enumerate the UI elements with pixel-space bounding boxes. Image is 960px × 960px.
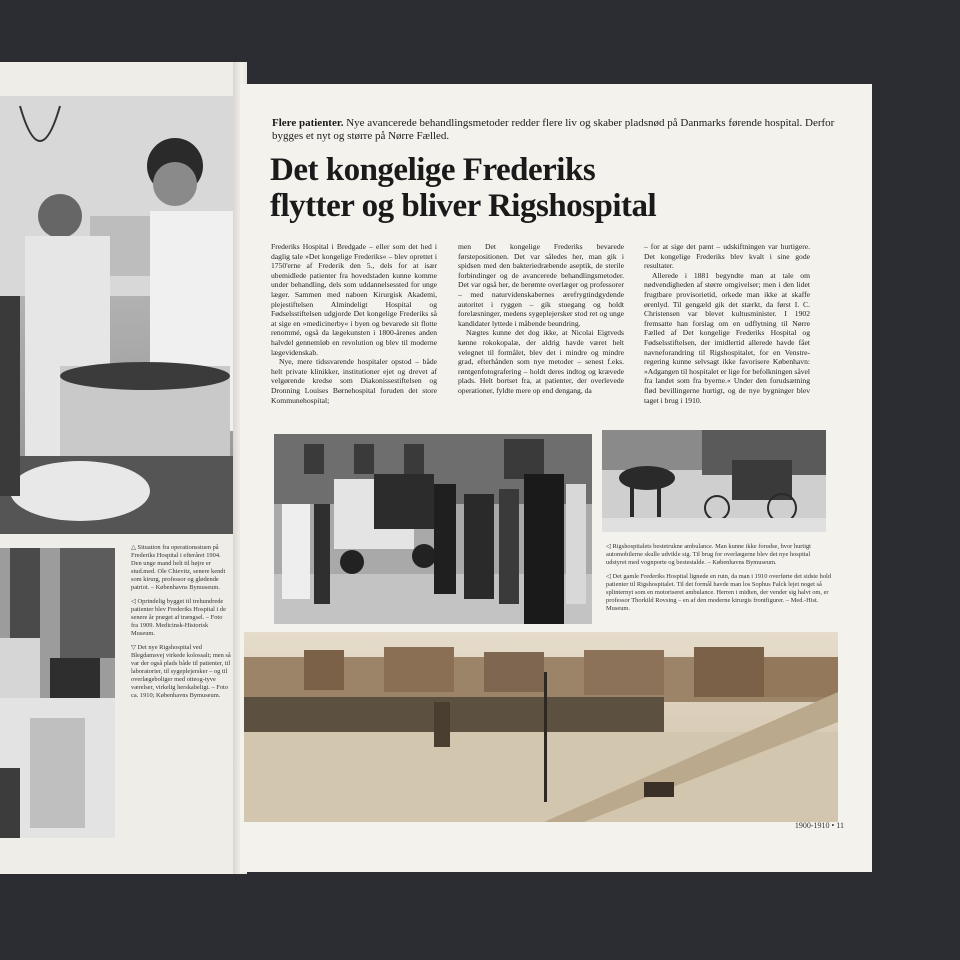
- caption-new-rigshospital: ▽ Det nye Rigshospital ved Blegdamsvej virkede kolossalt; men så var der også plads både til patienter, til laboratorier, til sygeplejersker – og til overlægeboliger med otteog-tyve værelser, virkelig herskabeligt. – Foto ca. 1910; Københavns Bymuseum.: [131, 644, 231, 699]
- paragraph: Allerede i 1881 begyndte man at tale om nødvendigheden af større omgivelser; men i den lidet frugtbare provisorietid, orkede man ikke at skaffe ørenlyd. Til gengæld gik det stærkt, da først I. C. Christensen var blevet kultusminister. I 1902 fremsatte han forslag om en udflytning til Nørre Fælled af Det kongelige Frederiks Hospital og Fødselsstiftelsen, der imidlertid allerede havde fået navneforandring til Rigshospitalet, for en Venstre-regering kunne selvsagt ikke favorisere København: »Adgangen til hospitalet er lige for befolkningen såvel fra landet som fra byerne.« Under den forudsætning flød bevillingerne hurtigt, og de nye bygninger blev taget i brug i 1910.: [644, 270, 810, 405]
- paragraph: – for at sige det pænt – udskiftningen var hurtigere. Det kongelige Frederiks blev kvalt i sine gode resultater.: [644, 242, 810, 271]
- paragraph: men Det kongelige Frederiks bevarede førstepositionen. Det var således her, man gik i spidsen med den bakteriedræbende aseptik, de sterile forbindinger og de avancerede behandlingsmetoder. Det var også her, de berømte overlæger og professorer – med naturvidenskabernes ærefrygtindgydende autoritet i ryggen – gik stuegang og holdt forelæsninger, medens sygeplejersker stod ret og unge kandidater lyttede i måbende beundring.: [458, 242, 624, 328]
- rigshospital-panorama-photo: [244, 632, 838, 822]
- horse-ambulance-photo: [602, 430, 826, 532]
- headline-line-2: flytter og bliver Rigshospital: [270, 188, 657, 224]
- caption-ambulance: ◁ Rigshospitalets bestetrukne ambulance. Man kunne ikke forudse, hvor hurtigt automobilerne skulle udvikle sig. Til brug for overlægerne blev det nye hospital udstyret med vognporte og bestestalde. – Københavns Bymuseum.: [606, 543, 811, 566]
- operating-room-photo: [0, 96, 238, 534]
- text-column-1: [271, 242, 437, 405]
- old-ward-photo: [0, 548, 115, 838]
- right-page: [240, 84, 872, 872]
- right-captions: [606, 543, 832, 619]
- caption-old-hospital: ◁ Oprindelig bygget til trehundrede patienter blev Frederiks Hospital i de senere år præget af trængsel. – Foto fra 1909. Medicinsk-Historisk Museum.: [131, 598, 226, 637]
- hospital-move-photo: [274, 434, 592, 624]
- paragraph: Nye, mere tidssvarende hospitaler opstod – både helt private klinikker, institutioner ejet og drevet af velgørende kredse som Diakonissestiftelsen og Dronning Louises Børnehospital foruden det store Kommunehospital;: [271, 357, 437, 405]
- text-column-3: [644, 242, 810, 405]
- paragraph: Frederiks Hospital i Bredgade – eller som det hed i daglig tale »Det kongelige Frederiks« – blev oprettet i 1750'erne af Frederik den 5., dels for at især ubemidlede patienter fra hovedstaden kunne komme under behandling, dels som uddannelsessted for unge læger. Sammen med naboen Kirurgisk Akademi, plejestiftelsen Almindeligt Hospital og Fødselsstiftelsen udgjorde Det kongelige Frederiks så at sige en »medicinerby« i byen og bevarede sit flotte renommé, også da lægekunsten i 1800-årenes anden halvdel gennemløb en revolution og blev til moderne lægevidenskab.: [271, 242, 437, 357]
- kicker-text: Nye avancerede behandlingsmetoder redder flere liv og skaber pladsnød på Danmarks førende hospital. Derfor bygges et nyt og større på Nørre Fælled.: [272, 117, 835, 142]
- text-column-2: [458, 242, 624, 396]
- left-page: [0, 62, 240, 874]
- left-captions: [131, 544, 231, 706]
- caption-operating-room: △ Situation fra operationsstuen på Frederiks Hospital i efteråret 1904. Den unge mand helt til højre er stud.med. Ole Chievitz, senere kendt som kirurg, professor og glødende patriot. – Københavns Bymuseum.: [131, 544, 226, 591]
- caption-move: ◁ Det gamle Frederiks Hospital lignede en ruin, da man i 1910 overførte det sidste hold patienter til Rigshospitalet. Til det formål havde man los Sophus Falck lejet noget så splinternyt som en motoriseret ambulance. Herren i midten, der vender sig halvt om, er professor Thorkild Rovsing – en af den moderne kirurgis frontfigurer. – Med.-Hist. Museum.: [606, 573, 831, 612]
- kicker-bold: Flere patienter.: [272, 117, 344, 129]
- headline-line-1: Det kongelige Frederiks: [270, 152, 596, 188]
- kicker: [272, 117, 852, 143]
- paragraph: Nægtes kunne det dog ikke, at Nicolai Eigtveds kønne rokokopalæ, der aldrig havde været helt velegnet til formålet, blev det i mindre og mindre grad, efterhånden som nye metoder – senest f.eks. røntgenfotografering – holdt deres indtog og krævede plads. Helt bortset fra, at patienter, der overlevede operationer, fyldte mere op end dengang, da: [458, 328, 624, 395]
- page-footer: 1900-1910 • 11: [794, 821, 844, 830]
- headline: [270, 152, 850, 224]
